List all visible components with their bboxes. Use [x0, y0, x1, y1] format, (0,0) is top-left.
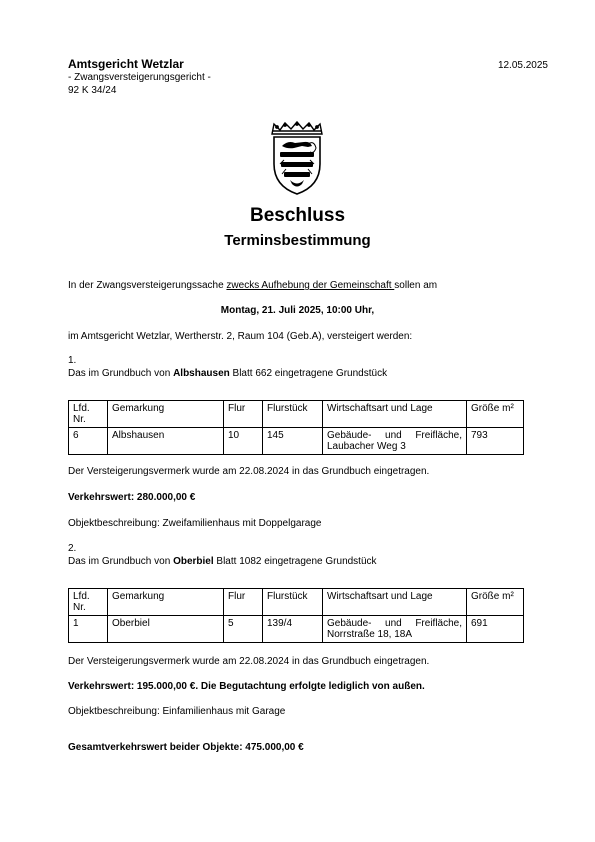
cell-flur: 10	[224, 428, 263, 455]
header-groesse: Größe m²	[467, 589, 524, 616]
header-lfd-nr: Lfd. Nr.	[69, 589, 108, 616]
cell-gemarkung: Albshausen	[108, 428, 224, 455]
cell-lfd: 1	[69, 616, 108, 643]
cell-wirtschaftsart	[323, 616, 467, 643]
header-wirtschaftsart: Wirtschaftsart und Lage	[323, 401, 467, 428]
property-1-number: 1.	[68, 355, 77, 366]
case-number: 92 K 34/24	[68, 85, 117, 96]
cell-flurstueck: 139/4	[263, 616, 323, 643]
property-2-vermerk: Der Versteigerungsvermerk wurde am 22.08.2024 in das Grundbuch eingetragen.	[68, 656, 430, 667]
header-groesse: Größe m²	[467, 401, 524, 428]
coat-of-arms-icon	[268, 120, 326, 196]
table-header-row	[69, 401, 524, 428]
cell-flur: 5	[224, 616, 263, 643]
cell-flurstueck: 145	[263, 428, 323, 455]
property-2-gemarkung-name: Oberbiel	[173, 556, 214, 567]
court-header	[68, 58, 211, 97]
property-1-beschreibung: Objektbeschreibung: Zweifamilienhaus mit Doppelgarage	[68, 518, 322, 529]
header-gemarkung: Gemarkung	[108, 401, 224, 428]
header-flur: Flur	[224, 589, 263, 616]
cell-wirtschaftsart-line1: Gebäude- und Freifläche,	[327, 430, 462, 441]
property-2-verkehrswert: Verkehrswert: 195.000,00 €. Die Begutachtung erfolgte lediglich von außen.	[68, 681, 425, 692]
cell-wirtschaftsart-line2: Norrstraße 18, 18A	[327, 629, 413, 640]
property-1-table	[68, 400, 524, 455]
cell-groesse: 691	[467, 616, 524, 643]
property-1-gemarkung-name: Albshausen	[173, 368, 230, 379]
header-wirtschaftsart: Wirtschaftsart und Lage	[323, 589, 467, 616]
court-subtitle: - Zwangsversteigerungsgericht -	[68, 72, 211, 83]
table-header-row	[69, 589, 524, 616]
property-2-table	[68, 588, 524, 643]
cell-wirtschaftsart	[323, 428, 467, 455]
header-flurstueck: Flurstück	[263, 401, 323, 428]
court-name: Amtsgericht Wetzlar	[68, 57, 184, 71]
cell-gemarkung: Oberbiel	[108, 616, 224, 643]
property-1-verkehrswert: Verkehrswert: 280.000,00 €	[68, 492, 196, 503]
appointment-date: Montag, 21. Juli 2025, 10:00 Uhr,	[220, 305, 375, 316]
property-1-intro-before: Das im Grundbuch von	[68, 368, 174, 379]
property-2-intro-before: Das im Grundbuch von	[68, 556, 174, 567]
property-1-intro	[68, 368, 387, 379]
property-2-beschreibung: Objektbeschreibung: Einfamilienhaus mit Garage	[68, 706, 286, 717]
document-subtitle: Terminsbestimmung	[224, 232, 371, 249]
cell-lfd: 6	[69, 428, 108, 455]
header-lfd-nr: Lfd. Nr.	[69, 401, 108, 428]
document-date: 12.05.2025	[497, 60, 548, 71]
intro-text-before: In der Zwangsversteigerungssache	[68, 280, 227, 291]
document-title: Beschluss	[249, 205, 346, 226]
intro-paragraph	[68, 280, 437, 291]
location-paragraph: im Amtsgericht Wetzlar, Wertherstr. 2, Raum 104 (Geb.A), versteigert werden:	[68, 331, 413, 342]
header-flur: Flur	[224, 401, 263, 428]
cell-wirtschaftsart-line1: Gebäude- und Freifläche,	[327, 618, 462, 629]
cell-groesse: 793	[467, 428, 524, 455]
header-flurstueck: Flurstück	[263, 589, 323, 616]
header-gemarkung: Gemarkung	[108, 589, 224, 616]
property-2-intro-after: Blatt 1082 eingetragene Grundstück	[213, 556, 377, 567]
intro-text-after: sollen am	[394, 280, 438, 291]
gesamtverkehrswert: Gesamtverkehrswert beider Objekte: 475.000,00 €	[68, 742, 304, 753]
property-1-vermerk: Der Versteigerungsvermerk wurde am 22.08.2024 in das Grundbuch eingetragen.	[68, 466, 430, 477]
table-row	[69, 616, 524, 643]
intro-text-underlined: zwecks Aufhebung der Gemeinschaft	[226, 280, 395, 291]
table-row	[69, 428, 524, 455]
property-2-intro	[68, 556, 377, 567]
property-1-intro-after: Blatt 662 eingetragene Grundstück	[229, 368, 388, 379]
property-2-number: 2.	[68, 543, 77, 554]
cell-wirtschaftsart-line2: Laubacher Weg 3	[327, 441, 406, 452]
